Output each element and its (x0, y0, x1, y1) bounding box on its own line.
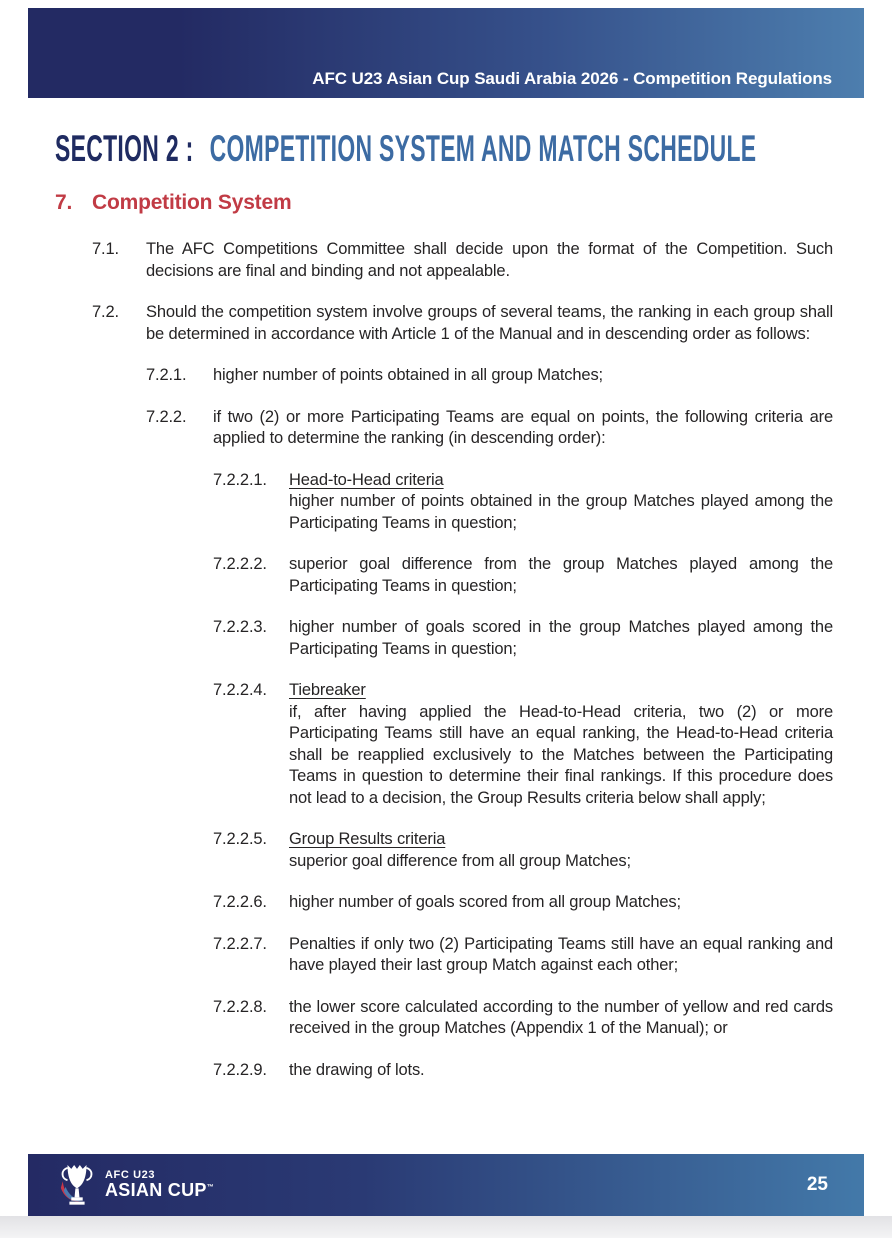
clause-text: superior goal difference from all group Matches; (289, 851, 631, 870)
clause-item (92, 302, 833, 345)
clause-body (289, 892, 833, 914)
clauses-list (0, 239, 833, 1101)
clause-number: 7.2.2.6. (213, 893, 267, 911)
clause-item (92, 239, 833, 282)
clause-number: 7.2.2.8. (213, 997, 267, 1016)
clause-number: 7.2.2.7. (213, 934, 267, 953)
afc-trophy-icon (58, 1162, 96, 1208)
section-title (55, 128, 756, 170)
clause-body (289, 470, 833, 535)
clause-text: the lower score calculated according to the number of yellow and red cards received in the group Matches (Appendix 1 of the Manual); or (289, 997, 833, 1037)
afc-logo (58, 1162, 214, 1208)
clause-number: 7.2.2. (146, 407, 187, 426)
clause-body (289, 829, 833, 872)
page-number: 25 (806, 1174, 828, 1195)
clause-item (213, 554, 833, 597)
clause-body (289, 680, 833, 809)
article-heading (55, 191, 291, 215)
trademark-symbol: ™ (206, 1184, 215, 1192)
section-title-text: COMPETITION SYSTEM AND MATCH SCHEDULE (209, 128, 757, 169)
clause-text: if, after having applied the Head-to-Head criteria, two (2) or more Participating Teams still have an equal ranking, the Head-to-Head criteria shall be reapplied exclusively to the Matches between the Participating Teams in question to determine their final rankings. If this procedure does not lead to a decision, the Group Results criteria below shall apply; (289, 702, 833, 807)
article-title: Competition System (92, 191, 292, 214)
clause-item (213, 934, 833, 977)
clause-body (289, 617, 833, 660)
clause-body (289, 554, 833, 597)
clause-text: higher number of goals scored from all group Matches; (289, 893, 681, 911)
clause-text: the drawing of lots. (289, 1060, 425, 1079)
clause-item (213, 829, 833, 872)
afc-logo-line2: ASIAN CUP™ (105, 1180, 215, 1201)
clause-body (213, 365, 833, 387)
clause-text: higher number of points obtained in all group Matches; (213, 366, 603, 384)
clause-number: 7.1. (92, 240, 119, 258)
clause-text: Should the competition system involve groups of several teams, the ranking in each group shall be determined in accordance with Article 1 of the Manual and in descending order as follows: (146, 303, 833, 343)
clause-text: Penalties if only two (2) Participating Teams still have an equal ranking and have played their last group Match against each other; (289, 934, 833, 974)
clause-item (213, 892, 833, 914)
clause-item (213, 470, 833, 535)
clause-number: 7.2.1. (146, 366, 187, 384)
clause-body (146, 302, 833, 345)
afc-logo-text (105, 1170, 214, 1200)
clause-item (146, 365, 833, 387)
clause-subheading: Head-to-Head criteria (289, 470, 444, 489)
footer-bar (28, 1154, 864, 1216)
clause-text: if two (2) or more Participating Teams are equal on points, the following criteria are applied to determine the ranking (in descending order): (213, 407, 833, 447)
clause-item (213, 617, 833, 660)
clause-body (146, 239, 833, 282)
clause-number: 7.2.2.1. (213, 470, 267, 489)
clause-number: 7.2.2.5. (213, 830, 267, 848)
clause-number: 7.2.2.9. (213, 1060, 267, 1079)
clause-text: higher number of points obtained in the group Matches played among the Participating Teams in question; (289, 492, 833, 532)
header-title: AFC U23 Asian Cup Saudi Arabia 2026 - Competition Regulations (312, 69, 832, 88)
clause-item (213, 680, 833, 809)
afc-logo-line1: AFC U23 (105, 1168, 156, 1181)
clause-number: 7.2. (92, 303, 119, 321)
clause-item (213, 1060, 833, 1082)
clause-number: 7.2.2.4. (213, 681, 267, 699)
clause-text: higher number of goals scored in the group Matches played among the Participating Teams in question; (289, 618, 833, 658)
clause-subheading: Group Results criteria (289, 830, 446, 848)
clause-body (289, 934, 833, 977)
clause-number: 7.2.2.2. (213, 555, 267, 573)
clause-body (289, 997, 833, 1040)
article-number: 7. (55, 191, 73, 214)
page-bottom-edge (0, 1216, 892, 1238)
clause-text: The AFC Competitions Committee shall decide upon the format of the Competition. Such decisions are final and binding and not appealable. (146, 240, 833, 280)
clause-item (146, 407, 833, 450)
clause-text: superior goal difference from the group Matches played among the Participating Teams in question; (289, 555, 833, 595)
section-title-prefix: SECTION 2 : (55, 128, 194, 169)
clause-number: 7.2.2.3. (213, 618, 267, 636)
clause-body (213, 407, 833, 450)
clause-subheading: Tiebreaker (289, 681, 366, 699)
clause-item (213, 997, 833, 1040)
header-bar (28, 8, 864, 98)
clause-body (289, 1060, 833, 1082)
